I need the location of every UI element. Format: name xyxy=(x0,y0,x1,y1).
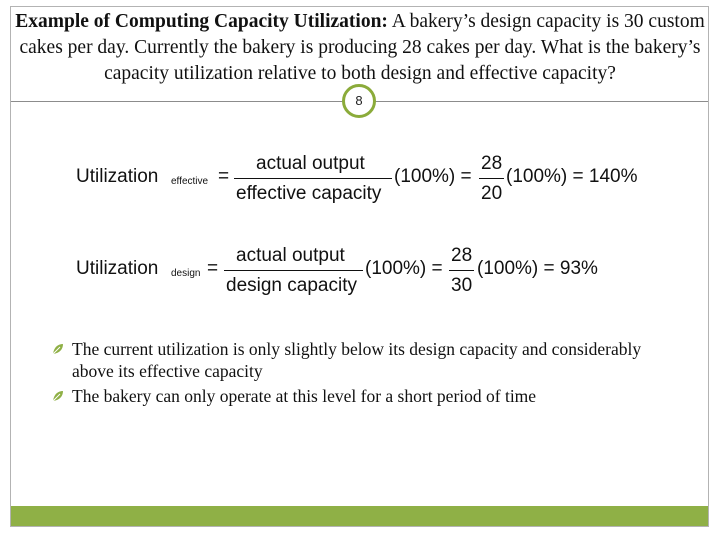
bullet-text: The current utilization is only slightly below its design capacity and considerably above its effective capacity xyxy=(72,339,642,381)
formula-factor: (100%) = xyxy=(365,258,443,279)
bullet-item xyxy=(52,385,672,407)
leaf-bullet-icon xyxy=(52,390,64,402)
formula-lhs: Utilization xyxy=(76,258,159,279)
formula-num-value: 28 xyxy=(481,153,503,174)
leaf-bullet-icon xyxy=(52,343,64,355)
bullet-list xyxy=(52,338,672,410)
formula-lhs: Utilization xyxy=(76,166,159,187)
formula-denominator: design capacity xyxy=(226,275,357,296)
slide-title xyxy=(14,9,706,87)
formula-design xyxy=(0,240,720,310)
bullet-item xyxy=(52,338,672,382)
formula-subscript: effective xyxy=(171,176,209,187)
formula-result: (100%) = 93% xyxy=(477,258,598,279)
formula-denominator: effective capacity xyxy=(236,183,382,204)
footer-accent-bar xyxy=(11,506,708,526)
formula-equals: = xyxy=(207,258,219,279)
formula-num-value: 28 xyxy=(451,245,473,266)
formula-effective xyxy=(0,148,720,218)
formula-numerator: actual output xyxy=(256,153,365,174)
formula-equals: = xyxy=(218,166,230,187)
title-body: A bakery’s design capacity is 30 custom cakes per day. Currently the bakery is producing 28 cakes per day. What is the bakery’s capacity utilization relative to both design and effective capacity? xyxy=(19,11,705,84)
fraction-bar xyxy=(449,270,474,271)
fraction-bar xyxy=(479,178,504,179)
formula-factor: (100%) = xyxy=(394,166,472,187)
fraction-bar xyxy=(224,270,363,271)
formula-den-value: 20 xyxy=(481,183,503,204)
formula-result: (100%) = 140% xyxy=(506,166,638,187)
formula-den-value: 30 xyxy=(451,275,473,296)
bullet-text: The bakery can only operate at this level for a short period of time xyxy=(72,386,537,406)
page-number-badge: 8 xyxy=(342,84,376,118)
formula-numerator: actual output xyxy=(236,245,345,266)
formula-subscript: design xyxy=(171,268,201,279)
fraction-bar xyxy=(234,178,392,179)
title-lead: Example of Computing Capacity Utilization: xyxy=(15,11,388,32)
